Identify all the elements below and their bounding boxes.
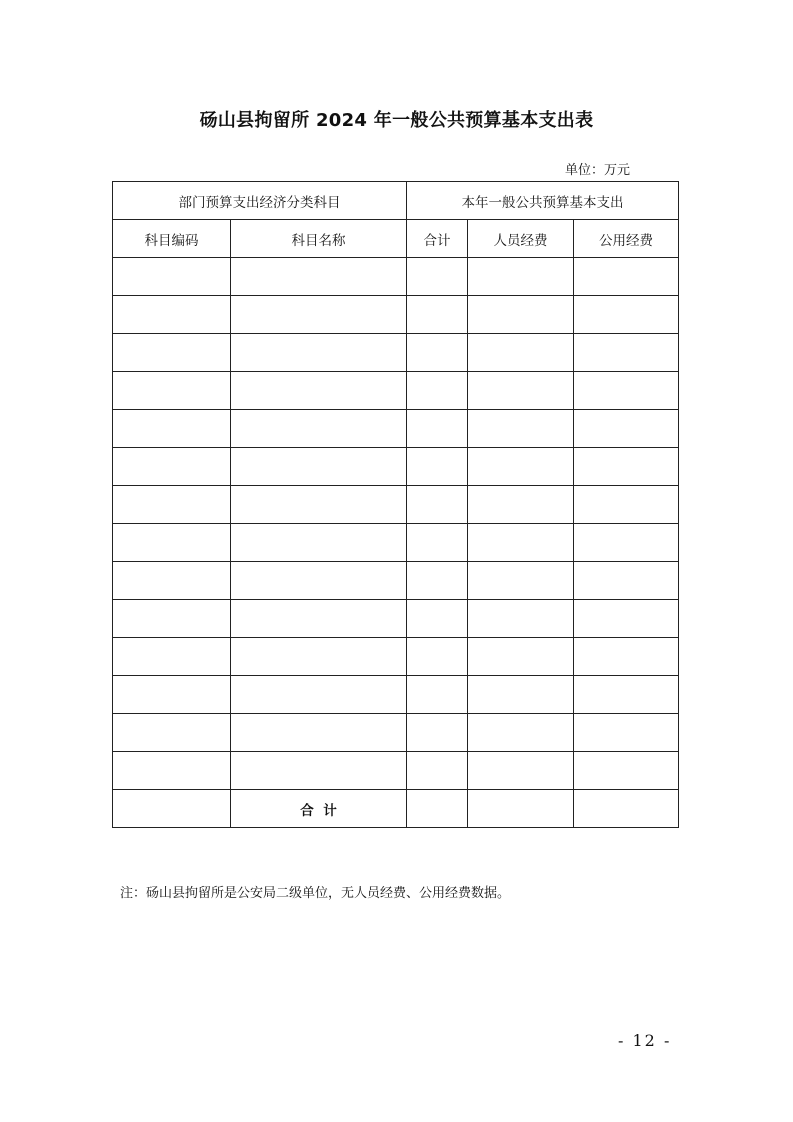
unit-label: 单位：万元 [565, 163, 631, 178]
table-cell [113, 486, 231, 524]
table-cell [574, 372, 679, 410]
table-cell [468, 562, 574, 600]
table-cell [113, 372, 231, 410]
table-cell [468, 296, 574, 334]
table-cell [407, 752, 468, 790]
table-cell [407, 448, 468, 486]
table-cell [574, 486, 679, 524]
table-cell [231, 714, 407, 752]
table-cell [113, 410, 231, 448]
table-cell [231, 600, 407, 638]
table-cell [113, 600, 231, 638]
table-cell [574, 410, 679, 448]
table-cell [574, 752, 679, 790]
budget-table [112, 181, 679, 828]
table-row [113, 410, 679, 448]
table-cell [574, 448, 679, 486]
group-header-economic-classification: 部门预算支出经济分类科目 [113, 182, 407, 220]
table-cell [407, 638, 468, 676]
column-header-code: 科目编码 [113, 220, 231, 258]
table-cell [407, 486, 468, 524]
table-row [113, 258, 679, 296]
column-header-name: 科目名称 [231, 220, 407, 258]
table-cell [113, 752, 231, 790]
table-cell [407, 600, 468, 638]
page-title: 砀山县拘留所 2024 年一般公共预算基本支出表 [199, 110, 594, 131]
table-cell [407, 334, 468, 372]
page-number: - 12 - [618, 1031, 672, 1050]
table-cell [468, 638, 574, 676]
table-row [113, 296, 679, 334]
table-cell [231, 752, 407, 790]
table-cell [574, 524, 679, 562]
table-cell [113, 334, 231, 372]
table-cell [113, 790, 231, 828]
table-cell [407, 258, 468, 296]
table-cell [468, 714, 574, 752]
table-cell [574, 562, 679, 600]
total-row [113, 790, 679, 828]
table-row [113, 676, 679, 714]
table-cell [468, 676, 574, 714]
footnote: 注：砀山县拘留所是公安局二级单位，无人员经费、公用经费数据。 [120, 886, 511, 901]
table-cell [113, 448, 231, 486]
table-cell [407, 676, 468, 714]
table-cell [231, 448, 407, 486]
table-cell [574, 790, 679, 828]
table-row [113, 562, 679, 600]
table-cell [231, 334, 407, 372]
table-cell [231, 486, 407, 524]
table-row [113, 524, 679, 562]
table-cell [113, 296, 231, 334]
table-cell [231, 372, 407, 410]
table-cell [231, 638, 407, 676]
table-cell [113, 714, 231, 752]
table-cell [407, 790, 468, 828]
table-cell [468, 258, 574, 296]
table-row [113, 334, 679, 372]
table-cell [468, 334, 574, 372]
table-cell [231, 410, 407, 448]
table-row [113, 752, 679, 790]
table-row [113, 600, 679, 638]
table-cell [468, 600, 574, 638]
table-cell [407, 524, 468, 562]
table-cell [574, 676, 679, 714]
table-row [113, 714, 679, 752]
table-cell [113, 638, 231, 676]
table-cell [468, 410, 574, 448]
table-cell [574, 638, 679, 676]
table-cell [574, 714, 679, 752]
table-cell [113, 524, 231, 562]
table-cell [231, 258, 407, 296]
table-row [113, 372, 679, 410]
table-cell [231, 524, 407, 562]
table-cell [231, 676, 407, 714]
table-cell [574, 296, 679, 334]
table-row [113, 486, 679, 524]
table-cell [407, 372, 468, 410]
column-header-total: 合计 [407, 220, 468, 258]
table-row [113, 638, 679, 676]
column-header-personnel: 人员经费 [468, 220, 574, 258]
table-cell [574, 258, 679, 296]
table-cell [574, 334, 679, 372]
table-cell [468, 486, 574, 524]
table-cell [468, 752, 574, 790]
table-cell [231, 296, 407, 334]
table-cell [113, 676, 231, 714]
group-header-row [113, 182, 679, 220]
table-cell [407, 296, 468, 334]
table-cell [468, 524, 574, 562]
column-header-row [113, 220, 679, 258]
table-cell [231, 562, 407, 600]
table-cell [468, 790, 574, 828]
table-cell [113, 562, 231, 600]
total-label: 合 计 [231, 790, 407, 828]
table-cell [407, 410, 468, 448]
table-cell [113, 258, 231, 296]
table-cell [574, 600, 679, 638]
table-cell [407, 562, 468, 600]
column-header-public: 公用经费 [574, 220, 679, 258]
table-cell [468, 448, 574, 486]
table-cell [468, 372, 574, 410]
table-row [113, 448, 679, 486]
table-cell [407, 714, 468, 752]
group-header-basic-expenditure: 本年一般公共预算基本支出 [407, 182, 679, 220]
